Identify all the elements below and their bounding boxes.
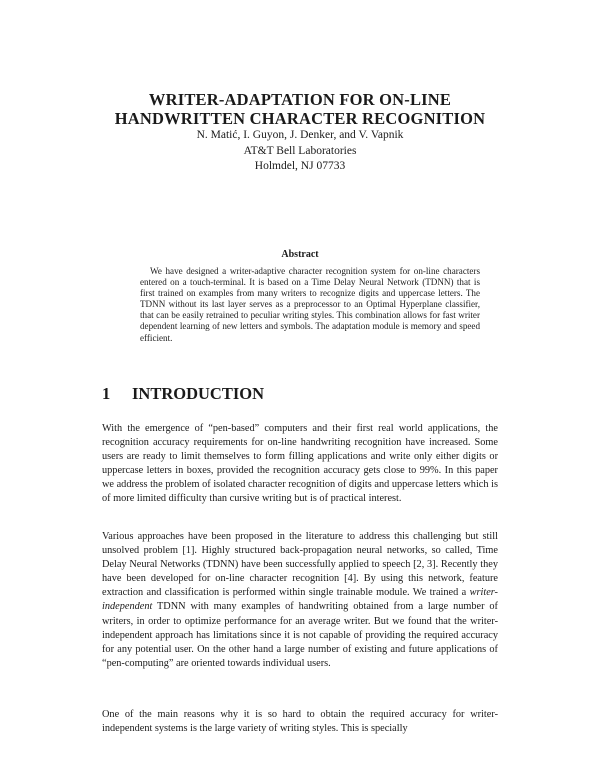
author-location: Holmdel, NJ 07733 [254,160,346,172]
abstract-text: We have designed a writer-adaptive character recognition system for on-line characters entered on a touch-terminal. It is based on a Time Delay Neural Network (TDNN) that is first trained on examples from many writers to recognize digits and uppercase letters. The TDNN without its last layer serves as a preprocessor to an Optimal Hyperplane classifier, that can be easily retrained to peculiar writing styles. This combination allows for fast writer dependent learning of new letters and symbols. The adaptation module is memory and speed efficient. [140,266,480,343]
p2-text-before: Various approaches have been proposed in the literature to address this challenging but still unsolved problem [1]. Highly structured back-propagation neural networks, so called, Time Delay Neural Networks (TDNN) have been successfully applied to speech [2, 3]. Recently they have been developed for on-line character recognition [4]. By using this network, feature extraction and classification is performed within single trainable module. We trained a [102,531,498,599]
title-line-2: HANDWRITTEN CHARACTER RECOGNITION [114,109,486,128]
author-block [0,128,600,175]
p2-emphasis: writer-independent [102,587,498,613]
section-heading [102,385,264,403]
author-affiliation: AT&T Bell Laboratories [243,144,357,157]
intro-paragraph-2 [102,530,498,671]
abstract-heading: Abstract [281,249,319,260]
p2-text-after: TDNN with many examples of handwriting obtained from a large number of writers, in order to optimize performance for an average writer. But we found that the writer-independent approach has limitations since it is not capable of providing the required accuracy for any potential user. On the other hand a large number of existing and future applications of “pen-computing” are oriented towards individual users. [102,601,498,669]
title-line-1: WRITER-ADAPTATION FOR ON-LINE [148,90,452,109]
author-names: N. Matić, I. Guyon, J. Denker, and V. Vapnik [196,129,404,141]
paper-title [0,90,600,128]
intro-paragraph-1: With the emergence of “pen-based” computers and their first real world applications, the recognition accuracy requirements for on-line handwriting recognition have increased. Some users are ready to limit themselves to form filling applications and write only either digits or uppercase letters in boxes, provided the recognition accuracy gets close to 99%. In this paper we address the problem of isolated character recognition of digits and uppercase letters which is of more limited difficulty than cursive writing but is of practical interest. [102,423,498,505]
intro-paragraph-3: One of the main reasons why it is so hard to obtain the required accuracy for writer-independent systems is the large variety of writing styles. This is specially [102,709,498,735]
section-number: 1 [102,384,111,403]
section-title: INTRODUCTION [132,384,265,403]
